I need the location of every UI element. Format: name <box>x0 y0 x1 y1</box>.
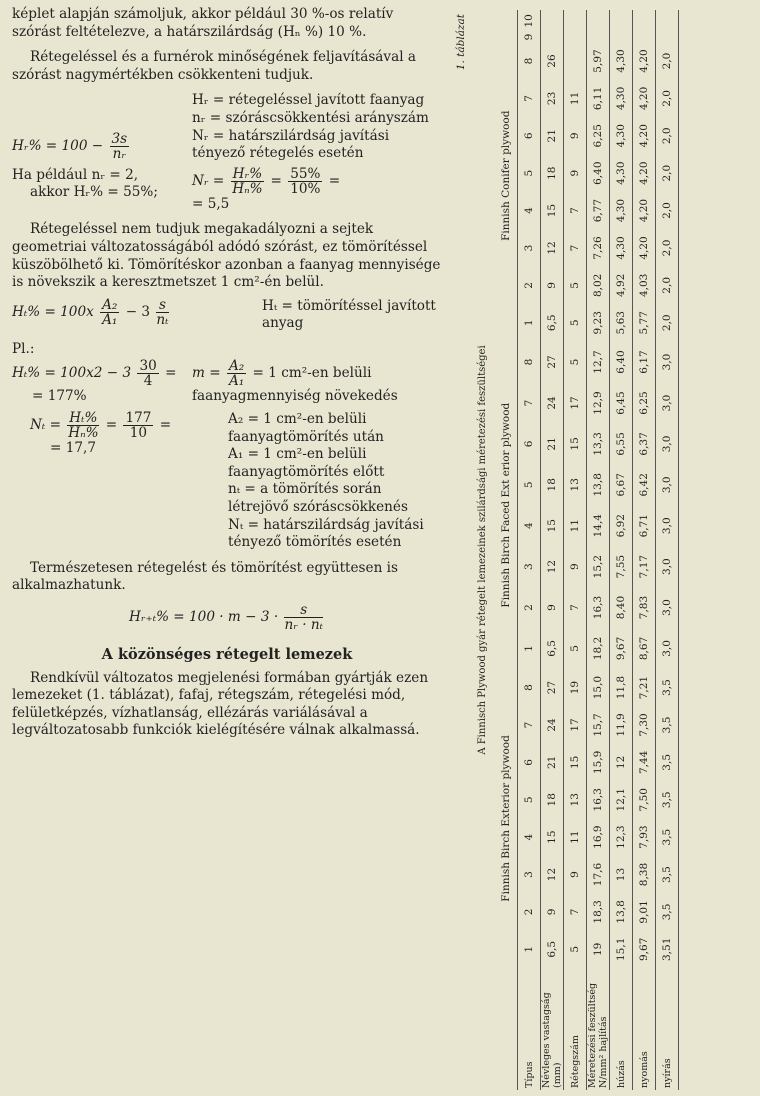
table-cell <box>541 10 564 32</box>
table-cell: 7 <box>518 80 541 117</box>
table-cell: 16,9 <box>587 818 610 855</box>
def-nt: nₜ = a tömörítés során létrejövő szóráscsökkenés <box>228 481 408 516</box>
table-cell: 4 <box>518 192 541 229</box>
table-cell: 8,67 <box>633 628 656 669</box>
table-cell: 15 <box>564 423 587 464</box>
table-cell: 9 <box>541 893 564 930</box>
table-cell: 3,0 <box>656 423 679 464</box>
table-cell: 6,40 <box>587 154 610 191</box>
table-row <box>656 10 679 1090</box>
paragraph-1: képlet alapján számoljuk, akkor például 30 %-os relatív szórást feltételezve, a határszilárdság (Hₙ %) 10 %. <box>12 6 394 40</box>
table-cell: 7,55 <box>610 546 633 587</box>
formula-ht-f2n: s <box>156 298 168 313</box>
table-cell: 9,67 <box>633 931 656 968</box>
table-cell <box>564 42 587 79</box>
formula-block-2 <box>12 298 442 333</box>
table-cell: 3,0 <box>656 505 679 546</box>
def-m-den: A₁ <box>228 372 245 389</box>
table-cell: 5,77 <box>633 304 656 341</box>
formula-nt-end: = <box>159 417 172 434</box>
table-cell: 3 <box>518 229 541 266</box>
table-cell: 17 <box>564 706 587 743</box>
table-corner <box>495 968 518 1090</box>
table-cell: 9 <box>541 267 564 304</box>
table-cell: 27 <box>541 341 564 382</box>
table-cell: 8,40 <box>610 587 633 628</box>
table-cell: 7,83 <box>633 587 656 628</box>
table-row <box>587 10 610 1090</box>
example-1a: Ha például nᵣ = 2, <box>12 166 139 183</box>
table-cell: 17,6 <box>587 856 610 893</box>
table-cell: 6,17 <box>633 341 656 382</box>
table-row-label: nyírás <box>656 968 679 1090</box>
table-cell: 13 <box>564 464 587 505</box>
table-cell: 12 <box>541 546 564 587</box>
def-hr: Hᵣ = rétegeléssel javított faanyag <box>192 92 425 109</box>
table-cell: 7 <box>564 893 587 930</box>
table-cell: 24 <box>541 383 564 424</box>
table-cell: 11,9 <box>610 706 633 743</box>
table-cell: 6,37 <box>633 423 656 464</box>
formula-ex-result: = 177% <box>32 387 87 404</box>
table-cell: 3,0 <box>656 383 679 424</box>
example-1c-f2n: 55% <box>290 165 321 182</box>
table-cell: 6,40 <box>610 341 633 382</box>
example-1c-eq: = <box>270 172 282 189</box>
formula-nt-result: = 17,7 <box>50 440 96 457</box>
table-cell: 6,11 <box>587 80 610 117</box>
table-cell: 4,20 <box>633 229 656 266</box>
formula-nt-eq: = <box>105 417 118 434</box>
def-Nt: Nₜ = határszilárdság javítási tényező tömörítés esetén <box>228 516 424 551</box>
table-cell: 15,1 <box>610 931 633 968</box>
table-cell: 9 <box>541 587 564 628</box>
table-cell: 6,5 <box>541 628 564 669</box>
table-cell: 7 <box>564 192 587 229</box>
table-cell: 6,25 <box>587 117 610 154</box>
table-cell: 7,17 <box>633 546 656 587</box>
table-cell <box>587 10 610 32</box>
table-cell: 7,44 <box>633 744 656 781</box>
table-cell: 6 <box>518 423 541 464</box>
table-cell: 4,20 <box>633 42 656 79</box>
formula-hr-num: 3s <box>111 131 128 148</box>
formula-hr-lhs: Hᵣ% = 100 − <box>12 138 104 155</box>
paragraph-3: Rétegeléssel nem tudjuk megakadályozni a sejtek geometriai változatosságából adódó szórást, ez tömörítéssel küszöbölhető ki. Tömörítéskor azonban a faanyag mennyisége is növekszik a keresztmetszet 1 cm²-én belül. <box>12 221 441 291</box>
table-cell <box>656 10 679 32</box>
paragraph-4: Természetesen rétegelést és tömörítést együttesen is alkalmazhatunk. <box>12 559 398 594</box>
example-1c-end: = <box>328 172 341 189</box>
example-1c-lhs: Nᵣ = <box>192 172 225 189</box>
def-m-rest: = 1 cm²-en belüli faanyagmennyiség növekedés <box>192 364 398 404</box>
table-cell: 13,8 <box>587 464 610 505</box>
table-row <box>610 10 633 1090</box>
table-group-header: Finnish Birch Exterior plywood <box>495 669 518 968</box>
table-cell <box>633 10 656 32</box>
formula-nt-f1n: Hₜ% <box>69 410 98 427</box>
table-cell: 5 <box>564 628 587 669</box>
table-cell: 15,7 <box>587 706 610 743</box>
table-cell: 8,38 <box>633 856 656 893</box>
table-cell: 3,5 <box>656 818 679 855</box>
table-cell: 12,9 <box>587 383 610 424</box>
table-cell <box>564 32 587 43</box>
table-cell: 3 <box>518 856 541 893</box>
example-1c-f1d: Hₙ% <box>232 180 263 197</box>
table-cell: 12 <box>541 856 564 893</box>
table-cell: 18,2 <box>587 628 610 669</box>
table-cell: 2 <box>518 587 541 628</box>
text-column <box>12 6 442 740</box>
table-cell: 2,0 <box>656 229 679 266</box>
table-cell: 12 <box>541 229 564 266</box>
formula-ex-lhs: Hₜ% = 100x2 − 3 <box>12 364 132 381</box>
formula-nt-f2n: 177 <box>125 410 152 427</box>
table-cell: 5,63 <box>610 304 633 341</box>
table-cell: 15,0 <box>587 669 610 706</box>
table-cell: 12,7 <box>587 341 610 382</box>
table-cell <box>656 32 679 43</box>
formula-ht-mid: − 3 <box>125 303 151 320</box>
table-cell: 3,51 <box>656 931 679 968</box>
table-cell: 4,20 <box>633 80 656 117</box>
example-1c-f1n: Hᵣ% <box>232 165 263 182</box>
table-cell: 11,8 <box>610 669 633 706</box>
table-cell: 11 <box>564 818 587 855</box>
table-cell: 4,30 <box>610 192 633 229</box>
table-cell: 3,5 <box>656 669 679 706</box>
example-label: Pl.: <box>12 340 35 357</box>
table-cell: 15 <box>564 744 587 781</box>
example-1c-f2d: 10% <box>290 180 321 197</box>
table-cell: 7,30 <box>633 706 656 743</box>
table-group-header: Finnish Birch Faced Ext erior plywood <box>495 341 518 668</box>
table-cell: 4,20 <box>633 154 656 191</box>
table-cell: 21 <box>541 744 564 781</box>
table-cell: 2,0 <box>656 80 679 117</box>
formula-combined-lhs: Hᵣ₊ₜ% = 100 · m − 3 · <box>128 609 279 626</box>
def-Nr: Nᵣ = határszilárdság javítási tényező rétegelés esetén <box>192 127 390 162</box>
table-cell: 24 <box>541 706 564 743</box>
table-cell: 5 <box>564 267 587 304</box>
table-cell: 15,9 <box>587 744 610 781</box>
table-row <box>564 10 587 1090</box>
data-table <box>495 10 679 1090</box>
table-row <box>518 10 541 1090</box>
table-cell <box>541 32 564 43</box>
table-cell: 7 <box>518 706 541 743</box>
table-cell: 3,0 <box>656 464 679 505</box>
table-cell: 18 <box>541 781 564 818</box>
formula-nt-f2d: 10 <box>129 425 148 442</box>
table-cell: 6,45 <box>610 383 633 424</box>
table-cell: 21 <box>541 117 564 154</box>
table-cell: 5 <box>518 154 541 191</box>
table-cell: 1 <box>518 628 541 669</box>
table-cell: 1 <box>518 304 541 341</box>
table-cell: 5 <box>564 931 587 968</box>
example-1 <box>12 167 442 214</box>
formula-hr-den: nᵣ <box>112 146 127 163</box>
table-cell: 19 <box>587 931 610 968</box>
table-cell: 9 <box>518 32 541 43</box>
table-cell: 7 <box>564 229 587 266</box>
table-cell: 4,03 <box>633 267 656 304</box>
table-cell: 18 <box>541 464 564 505</box>
def-m-num: A₂ <box>228 357 245 374</box>
formula-nt-f1d: Hₙ% <box>68 425 99 442</box>
table-cell: 9,23 <box>587 304 610 341</box>
table-row-label: nyomás <box>633 968 656 1090</box>
table-cell: 4 <box>518 505 541 546</box>
table-cell: 7 <box>564 587 587 628</box>
table-cell: 7,93 <box>633 818 656 855</box>
formula-ht-f1n: A₂ <box>102 296 118 313</box>
table-cell: 2 <box>518 267 541 304</box>
table-cell: 13,8 <box>610 893 633 930</box>
table-cell: 6,42 <box>633 464 656 505</box>
paragraph-5: Rendkívül változatos megjelenési formában gyártják ezen lemezeket (1. táblázat), fafaj, rétegszám, rétegelési mód, felületképzés, vízhatlanság, ellézárás variálásával a legváltozatosabb funkciók kielégítésére válnak alkalmassá. <box>12 669 429 739</box>
table-cell: 27 <box>541 669 564 706</box>
table-cell: 10 <box>518 10 541 32</box>
table-cell: 6 <box>518 117 541 154</box>
table-cell: 4,20 <box>633 192 656 229</box>
table-cell: 3,0 <box>656 628 679 669</box>
table-cell: 17 <box>564 383 587 424</box>
formula-nt-lhs: Nₜ = <box>30 417 61 434</box>
table-cell: 8 <box>518 669 541 706</box>
formula-ht-lhs: Hₜ% = 100x <box>12 303 94 320</box>
table-cell <box>564 10 587 32</box>
table-cell: 13 <box>564 781 587 818</box>
table-cell: 26 <box>541 42 564 79</box>
table-cell: 18 <box>541 154 564 191</box>
table-cell: 21 <box>541 423 564 464</box>
table-cell: 5 <box>564 341 587 382</box>
table-cell: 9,67 <box>610 628 633 669</box>
table-cell: 2,0 <box>656 304 679 341</box>
table-cell <box>633 32 656 43</box>
example-1b: akkor Hᵣ% = 55%; <box>30 184 158 201</box>
table-cell: 6,55 <box>610 423 633 464</box>
table-row <box>633 10 656 1090</box>
table-row-label: Névleges vastagság (mm) <box>541 968 564 1090</box>
table-cell: 4,92 <box>610 267 633 304</box>
table-cell: 6,5 <box>541 931 564 968</box>
table-cell: 3,0 <box>656 546 679 587</box>
formula-ht <box>12 298 262 333</box>
table-cell: 16,3 <box>587 587 610 628</box>
table-cell: 9 <box>564 154 587 191</box>
table-cell: 8 <box>518 42 541 79</box>
table-cell: 6,71 <box>633 505 656 546</box>
rotated-table <box>455 10 755 1090</box>
table-cell: 3,5 <box>656 856 679 893</box>
table-cell: 3 <box>518 546 541 587</box>
table-cell: 3,0 <box>656 341 679 382</box>
formula-block-1 <box>12 92 442 162</box>
formula-combined <box>12 603 442 632</box>
table-cell: 3,0 <box>656 587 679 628</box>
table-cell: 5 <box>564 304 587 341</box>
table-cell: 8 <box>518 341 541 382</box>
table-cell: 15 <box>541 192 564 229</box>
table-cell: 4,30 <box>610 42 633 79</box>
table-cell: 4,20 <box>633 117 656 154</box>
table-row <box>541 10 564 1090</box>
formula-ht-f1d: A₁ <box>102 311 118 328</box>
table-cell: 9,01 <box>633 893 656 930</box>
formula-hr <box>12 92 182 162</box>
table-cell: 2,0 <box>656 267 679 304</box>
table-cell: 13 <box>610 856 633 893</box>
def-ht: Hₜ = tömörítéssel javított anyag <box>262 297 436 332</box>
table-cell: 4,30 <box>610 154 633 191</box>
paragraph-2: Rétegeléssel és a furnérok minőségének feljavításával a szórást nagymértékben csökkenteni tudjuk. <box>12 49 416 83</box>
table-cell: 2,0 <box>656 117 679 154</box>
table-cell: 12,1 <box>610 781 633 818</box>
section-heading: A közönséges rétegelt lemezek <box>101 646 353 664</box>
formula-ex-num: 30 <box>139 357 157 374</box>
table-cell: 9 <box>564 856 587 893</box>
table-row-label: húzás <box>610 968 633 1090</box>
table-cell: 3,5 <box>656 893 679 930</box>
table-cell: 8,02 <box>587 267 610 304</box>
table-cell: 13,3 <box>587 423 610 464</box>
table-cell: 4,30 <box>610 80 633 117</box>
table-title: A Finnisch Plywood gyár rétegelt lemezeinek szilárdsági méretezési feszültségei <box>477 345 488 755</box>
table-cell: 7,50 <box>633 781 656 818</box>
table-group-row <box>495 10 518 1090</box>
table-cell: 23 <box>541 80 564 117</box>
table-cell: 15,2 <box>587 546 610 587</box>
table-cell: 7 <box>518 383 541 424</box>
table-cell: 3,5 <box>656 706 679 743</box>
table-cell: 18,3 <box>587 893 610 930</box>
formula-ht-f2d: nₜ <box>156 311 169 328</box>
table-cell <box>587 32 610 43</box>
formula-combined-den: nᵣ · nₜ <box>284 617 324 634</box>
table-cell: 4 <box>518 818 541 855</box>
table-cell: 9 <box>564 117 587 154</box>
formula-combined-num: s <box>284 603 323 618</box>
table-cell: 6,25 <box>633 383 656 424</box>
table-cell: 6,77 <box>587 192 610 229</box>
def-m-lhs: m = <box>192 364 221 381</box>
table-cell: 2,0 <box>656 192 679 229</box>
table-cell: 15 <box>541 818 564 855</box>
table-cell <box>610 32 633 43</box>
table-cell: 6,67 <box>610 464 633 505</box>
table-cell: 1 <box>518 931 541 968</box>
table-cell: 2,0 <box>656 42 679 79</box>
table-cell: 2 <box>518 893 541 930</box>
formula-block-3 <box>12 359 442 406</box>
table-group-header: Finnish Conifer plywood <box>495 10 518 341</box>
table-cell: 16,3 <box>587 781 610 818</box>
table-cell: 6 <box>518 744 541 781</box>
table-cell: 5 <box>518 464 541 505</box>
table-row-label: Típus <box>518 968 541 1090</box>
table-cell: 7,21 <box>633 669 656 706</box>
table-number: 1. táblázat <box>455 14 467 71</box>
def-nr: nᵣ = szóráscsökkentési arányszám <box>192 109 429 126</box>
table-cell: 3,5 <box>656 744 679 781</box>
table-cell: 11 <box>564 505 587 546</box>
table-cell <box>610 10 633 32</box>
def-a2: A₂ = 1 cm²-en belüli faanyagtömörítés után <box>228 411 384 445</box>
table-cell: 4,30 <box>610 117 633 154</box>
table-row-label: Rétegszám <box>564 968 587 1090</box>
table-cell: 11 <box>564 80 587 117</box>
table-cell: 6,92 <box>610 505 633 546</box>
formula-ex-end: = <box>165 364 177 381</box>
table-cell: 5 <box>518 781 541 818</box>
table-cell: 2,0 <box>656 154 679 191</box>
example-1d: = 5,5 <box>192 195 230 212</box>
table-cell: 6,5 <box>541 304 564 341</box>
table-cell: 4,30 <box>610 229 633 266</box>
table-row-label: Méretezési feszültség N/mm² hajlítás <box>587 968 610 1090</box>
table-cell: 14,4 <box>587 505 610 546</box>
table-cell: 7,26 <box>587 229 610 266</box>
formula-ex-den: 4 <box>143 372 153 389</box>
table-cell: 15 <box>541 505 564 546</box>
table-cell: 3,5 <box>656 781 679 818</box>
table-cell: 12,3 <box>610 818 633 855</box>
table-cell: 19 <box>564 669 587 706</box>
formula-block-4 <box>12 411 442 552</box>
table-cell: 12 <box>610 744 633 781</box>
def-a1: A₁ = 1 cm²-en belüli faanyagtömörítés előtt <box>228 446 385 480</box>
table-cell: 9 <box>564 546 587 587</box>
table-cell: 5,97 <box>587 42 610 79</box>
